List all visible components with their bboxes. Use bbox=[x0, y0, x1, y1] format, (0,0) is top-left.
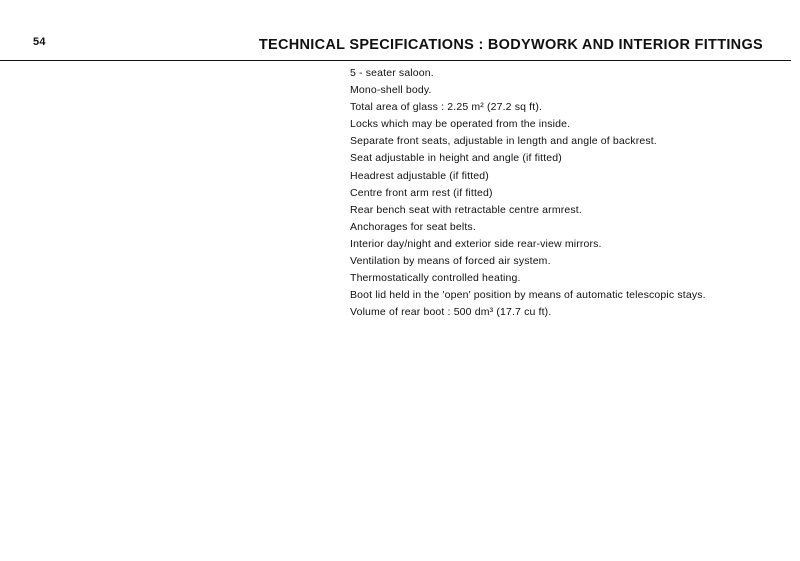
spec-item: Boot lid held in the 'open' position by means of automatic telescopic stays. bbox=[350, 289, 706, 302]
header-divider bbox=[0, 60, 791, 61]
spec-item: 5 - seater saloon. bbox=[350, 67, 434, 79]
spec-item: Mono-shell body. bbox=[350, 84, 432, 97]
spec-item: Volume of rear boot : 500 dm³ (17.7 cu ft). bbox=[350, 306, 552, 319]
spec-item: Locks which may be operated from the inside. bbox=[350, 118, 571, 131]
spec-item: Rear bench seat with retractable centre armrest. bbox=[350, 203, 582, 216]
spec-item: Separate front seats, adjustable in length and angle of backrest. bbox=[350, 135, 657, 148]
spec-item: Anchorages for seat belts. bbox=[350, 220, 476, 233]
spec-item: Interior day/night and exterior side rear-view mirrors. bbox=[350, 237, 602, 250]
spec-item: Total area of glass : 2.25 m² (27.2 sq ft). bbox=[350, 101, 543, 114]
page-title: TECHNICAL SPECIFICATIONS : BODYWORK AND INTERIOR FITTINGS bbox=[258, 37, 763, 53]
spec-item: Thermostatically controlled heating. bbox=[350, 272, 521, 285]
spec-item: Headrest adjustable (if fitted) bbox=[350, 169, 489, 182]
specification-list bbox=[350, 65, 706, 321]
spec-item: Seat adjustable in height and angle (if fitted) bbox=[350, 152, 562, 165]
spec-item: Ventilation by means of forced air system. bbox=[350, 255, 551, 268]
spec-item: Centre front arm rest (if fitted) bbox=[350, 186, 493, 199]
page-number: 54 bbox=[33, 36, 46, 48]
